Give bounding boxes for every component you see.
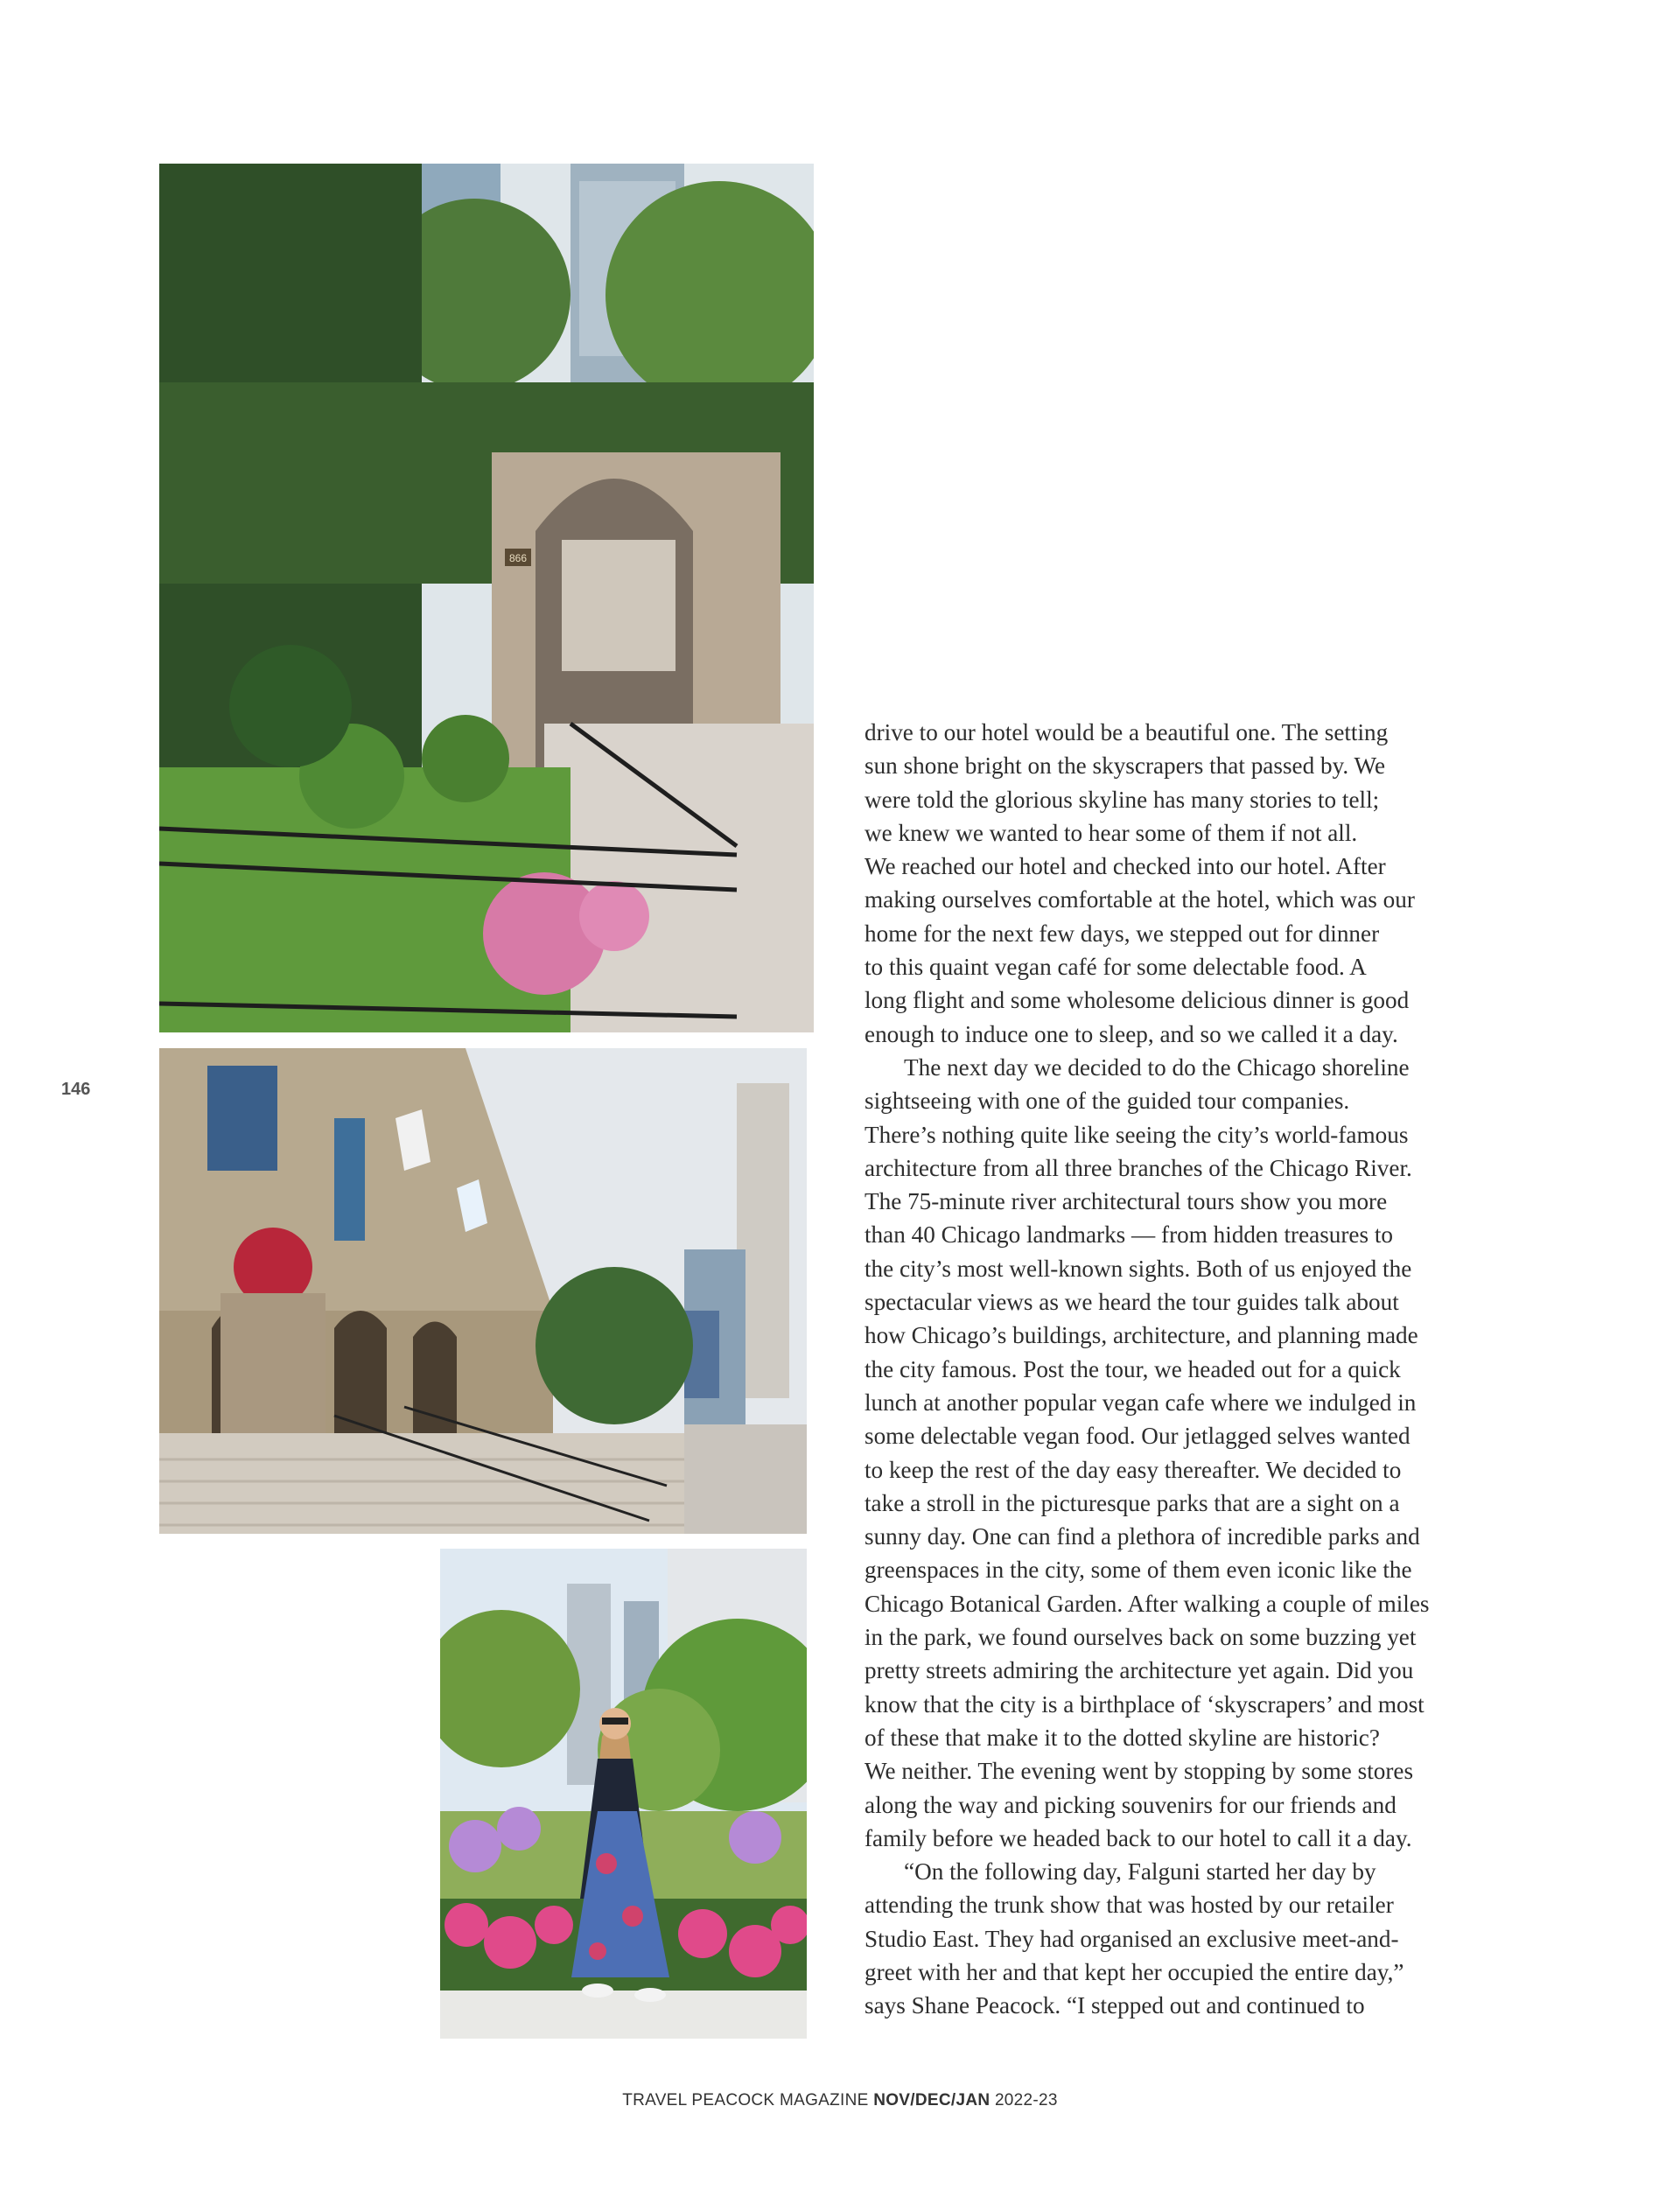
ivy-archway-photo (159, 164, 814, 1032)
museum-steps-photo (159, 1048, 807, 1534)
footer (0, 2091, 1680, 2110)
footer-publication: TRAVEL PEACOCK MAGAZINE (622, 2091, 874, 2110)
address-plaque-text: 866 (508, 552, 528, 564)
footer-issue: NOV/DEC/JAN (873, 2091, 990, 2110)
park-portrait-photo (440, 1549, 807, 2039)
article-paragraph: The next day we decided to do the Chicago shoreline sightseeing with one of the guided tour companies. There’s nothing quite like seeing the city’s world-famous architecture from all three branches of the Chicago River. The 75-minute river architectural tours show you more than 40 Chicago landmarks — from hidden treasures to the city’s most well-known sights. Both of us enjoyed the spectacular views as we heard the tour guides talk about how Chicago’s buildings, architecture, and planning made the city famous. Post the tour, we headed out for a quick lunch at another popular vegan cafe where we indulged in some delectable vegan food. Our jetlagged selves wanted to keep the rest of the day easy thereafter. We decided to take a stroll in the picturesque parks that are a sight on a sunny day. One can find a plethora of incredible parks and greenspaces in the city, some of them even iconic like the Chicago Botanical Garden. After walking a couple of miles in the park, we found ourselves back on some buzzing yet pretty streets admiring the architecture yet again. Did you know that the city is a birthplace of ‘skyscrapers’ and most of these that make it to the dotted skyline are historic? We neither. The evening went by stopping by some stores along the way and picking souvenirs for our friends and family before we headed back to our hotel to call it a day. (864, 1053, 1430, 1851)
article-paragraph: drive to our hotel would be a beautiful one. The setting sun shone bright on the skyscrapers that passed by. We were told the glorious skyline has many stories to tell; we knew we wanted to hear some of them if not all. We reached our hotel and checked into our hotel. After making ourselves comfortable at the hotel, which was our home for the next few days, we stepped out for dinner to this quaint vegan café for some delectable food. A long flight and some wholesome delicious dinner is good enough to induce one to sleep, and so we called it a day. (864, 719, 1415, 1047)
footer-year: 2022-23 (990, 2091, 1058, 2110)
article-body (864, 716, 1512, 2023)
page-number: 146 (61, 1080, 91, 1099)
article-paragraph: “On the following day, Falguni started her day by attending the trunk show that was hosted by our retailer Studio East. They had organised an exclusive meet-and- greet with her and that kept her occupied the entire day,” says Shane Peacock. “I stepped out and continued to (864, 1858, 1404, 2019)
